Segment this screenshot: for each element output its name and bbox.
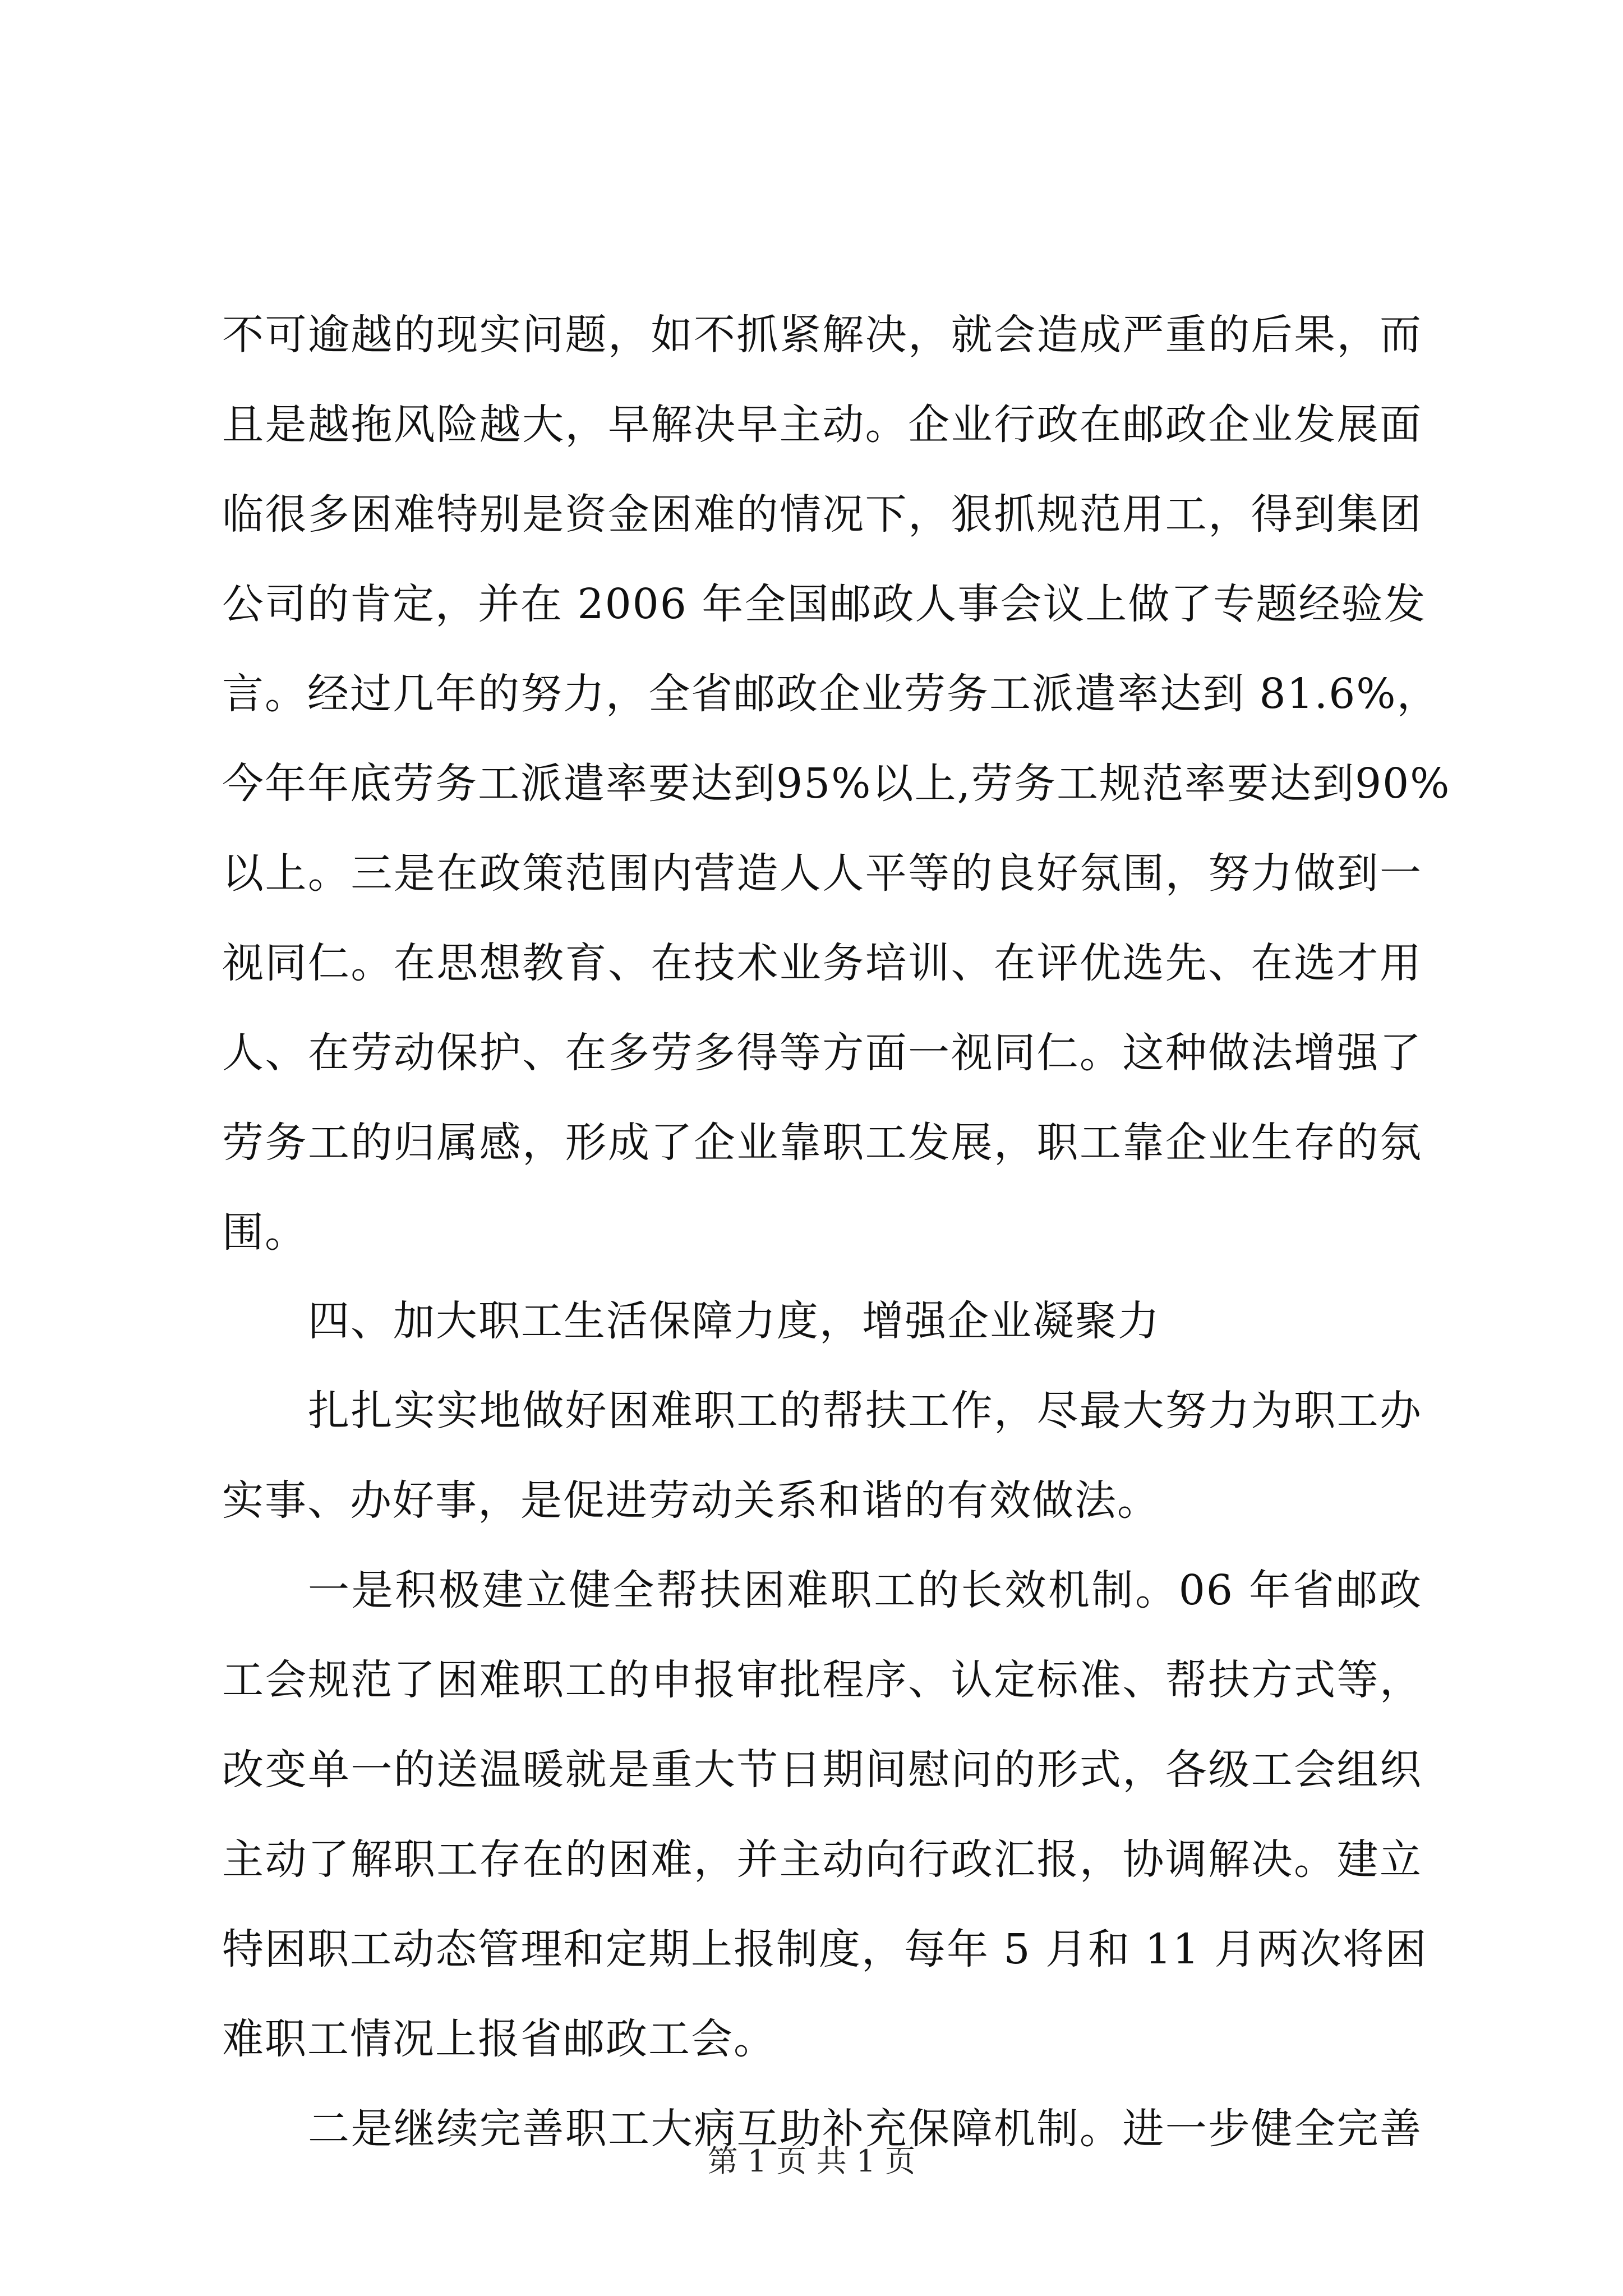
body-line: 难职工情况上报省邮政工会。 xyxy=(222,2015,776,2063)
body-line: 一是积极建立健全帮扶困难职工的长效机制。06 年省邮政 xyxy=(308,1566,1422,1614)
body-line: 今年年底劳务工派遣率要达到95%以上,劳务工规范率要达到90% xyxy=(222,760,1451,808)
body-line: 实事、办好事，是促进劳动关系和谐的有效做法。 xyxy=(222,1476,1160,1525)
body-line: 改变单一的送温暖就是重大节日期间慰问的形式，各级工会组织 xyxy=(222,1746,1422,1794)
body-line: 扎扎实实地做好困难职工的帮扶工作，尽最大努力为职工办 xyxy=(308,1387,1422,1435)
body-line: 不可逾越的现实问题，如不抓紧解决，就会造成严重的后果，而 xyxy=(222,311,1422,359)
body-line: 劳务工的归属感，形成了企业靠职工发展，职工靠企业生存的氛 xyxy=(222,1119,1422,1167)
body-line: 以上。三是在政策范围内营造人人平等的良好氛围，努力做到一 xyxy=(222,849,1422,898)
body-line: 围。 xyxy=(222,1208,307,1257)
page-footer: 第 1 页 共 1 页 xyxy=(707,2143,916,2179)
body-line: 特困职工动态管理和定期上报制度，每年 5 月和 11 月两次将困 xyxy=(222,1925,1428,1973)
body-line: 临很多困难特别是资金困难的情况下，狠抓规范用工，得到集团 xyxy=(222,490,1422,539)
body-line: 视同仁。在思想教育、在技术业务培训、在评优选先、在选才用 xyxy=(222,939,1422,987)
body-line: 公司的肯定，并在 2006 年全国邮政人事会议上做了专题经验发 xyxy=(222,580,1427,628)
body-line: 工会规范了困难职工的申报审批程序、认定标准、帮扶方式等， xyxy=(222,1656,1422,1704)
body-line: 言。经过几年的努力，全省邮政企业劳务工派遣率达到 81.6%， xyxy=(222,670,1440,718)
body-line: 且是越拖风险越大，早解决早主动。企业行政在邮政企业发展面 xyxy=(222,401,1422,449)
body-line: 主动了解职工存在的困难，并主动向行政汇报，协调解决。建立 xyxy=(222,1835,1422,1884)
body-line: 人、在劳动保护、在多劳多得等方面一视同仁。这种做法增强了 xyxy=(222,1029,1422,1077)
section-heading: 四、加大职工生活保障力度，增强企业凝聚力 xyxy=(308,1297,1160,1345)
body-line: 二是继续完善职工大病互助补充保障机制。进一步健全完善 xyxy=(308,2105,1422,2153)
